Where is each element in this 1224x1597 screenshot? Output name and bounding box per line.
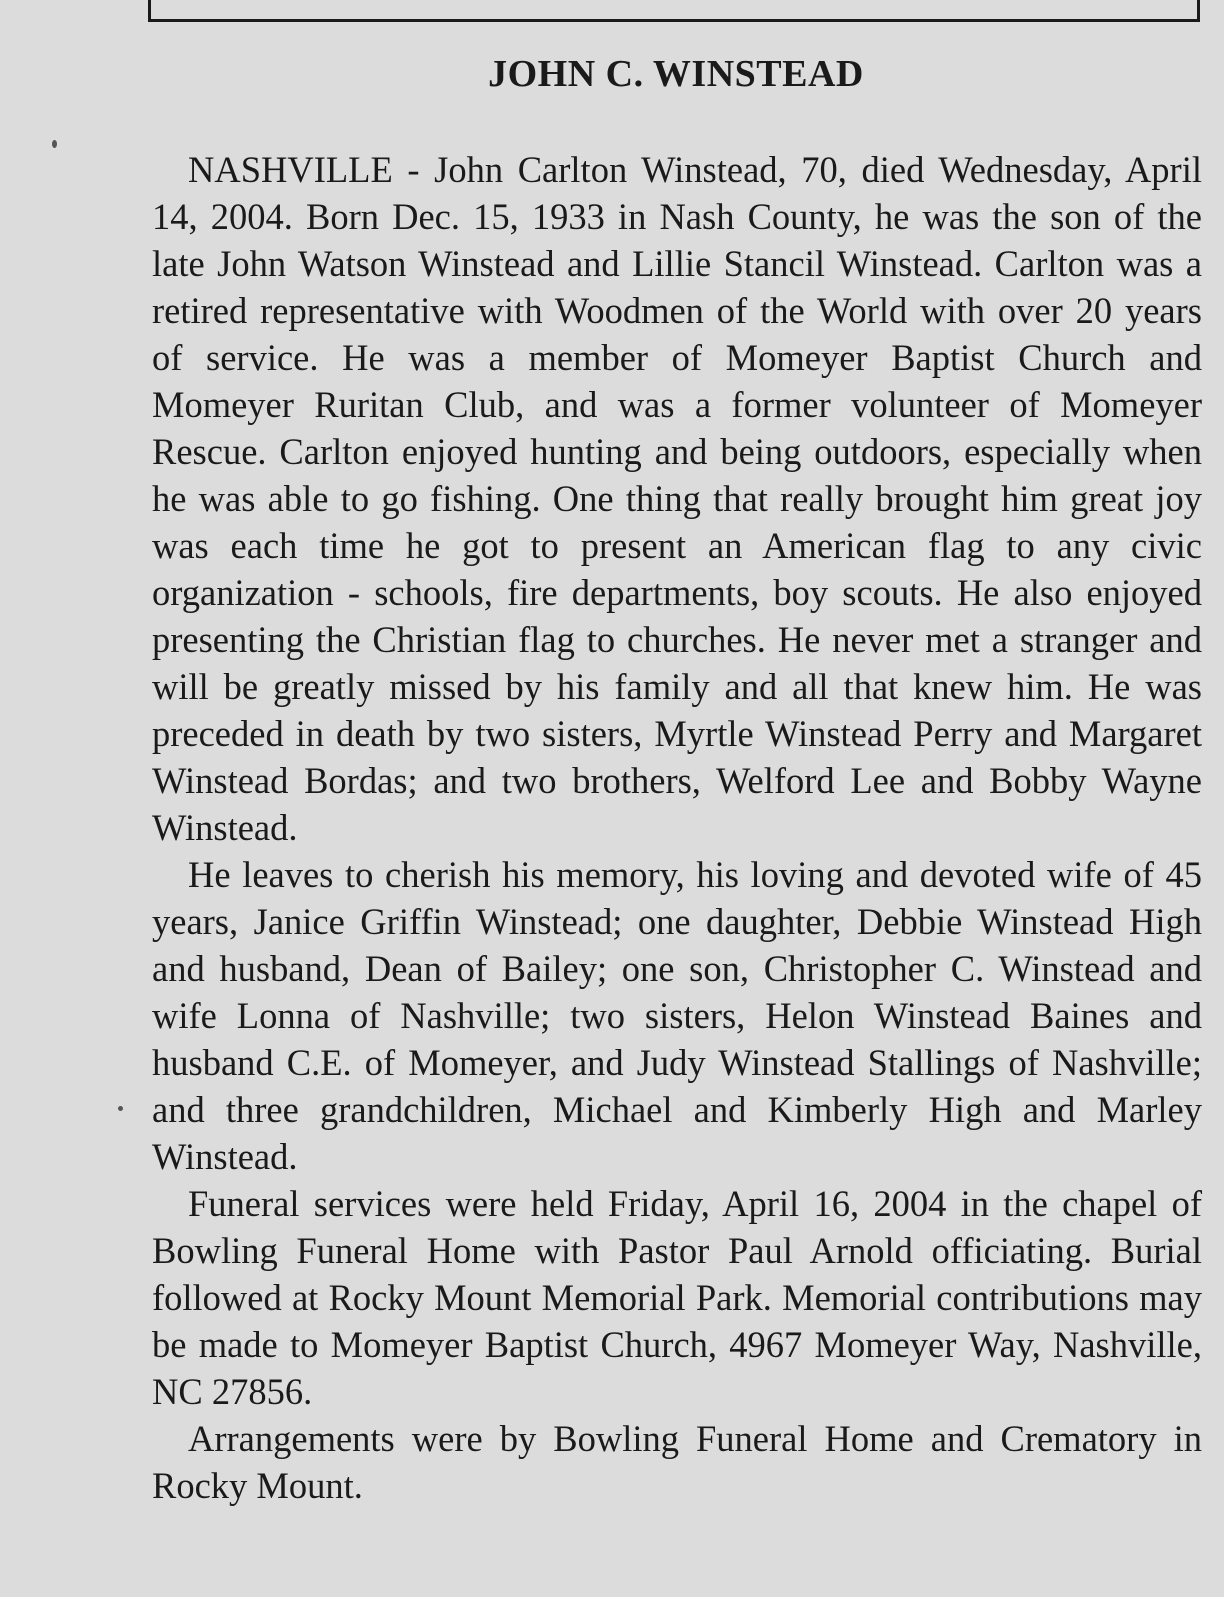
obituary-headline: JOHN C. WINSTEAD	[488, 53, 864, 95]
scan-speck	[52, 140, 57, 148]
paragraph-funeral-services: Funeral services were held Friday, April 16, 2004 in the chapel of Bowling Funeral Home with Pastor Paul Arnold officiating. Burial followed at Rocky Mount Memorial Park. Memorial contributions may be made to Momeyer Baptist Church, 4967 Momeyer Way, Nashville, NC 27856.	[152, 1183, 1202, 1412]
top-border-box	[148, 0, 1200, 22]
scan-speck	[118, 1106, 123, 1111]
paragraph-arrangements: Arrangements were by Bowling Funeral Home and Crematory in Rocky Mount.	[152, 1418, 1202, 1506]
obituary-body	[152, 146, 1202, 1509]
paragraph-biography: NASHVILLE - John Carlton Winstead, 70, died Wednesday, April 14, 2004. Born Dec. 15, 1933 in Nash County, he was the son of the late John Watson Winstead and Lillie Stancil Winstead. Carlton was a retired representative with Woodmen of the World with over 20 years of service. He was a member of Momeyer Baptist Church and Momeyer Ruritan Club, and was a former volunteer of Momeyer Rescue. Carlton enjoyed hunting and being outdoors, especially when he was able to go fishing. One thing that really brought him great joy was each time he got to present an American flag to any civic organization - schools, fire departments, boy scouts. He also enjoyed presenting the Christian flag to churches. He never met a stranger and will be greatly missed by his family and all that knew him. He was preceded in death by two sisters, Myrtle Winstead Perry and Margaret Winstead Bordas; and two brothers, Welford Lee and Bobby Wayne Winstead.	[152, 149, 1202, 848]
paragraph-survivors: He leaves to cherish his memory, his loving and devoted wife of 45 years, Janice Griffin Winstead; one daughter, Debbie Winstead High and husband, Dean of Bailey; one son, Christopher C. Winstead and wife Lonna of Nashville; two sisters, Helon Winstead Baines and husband C.E. of Momeyer, and Judy Winstead Stallings of Nashville; and three grandchildren, Michael and Kimberly High and Marley Winstead.	[152, 854, 1202, 1177]
